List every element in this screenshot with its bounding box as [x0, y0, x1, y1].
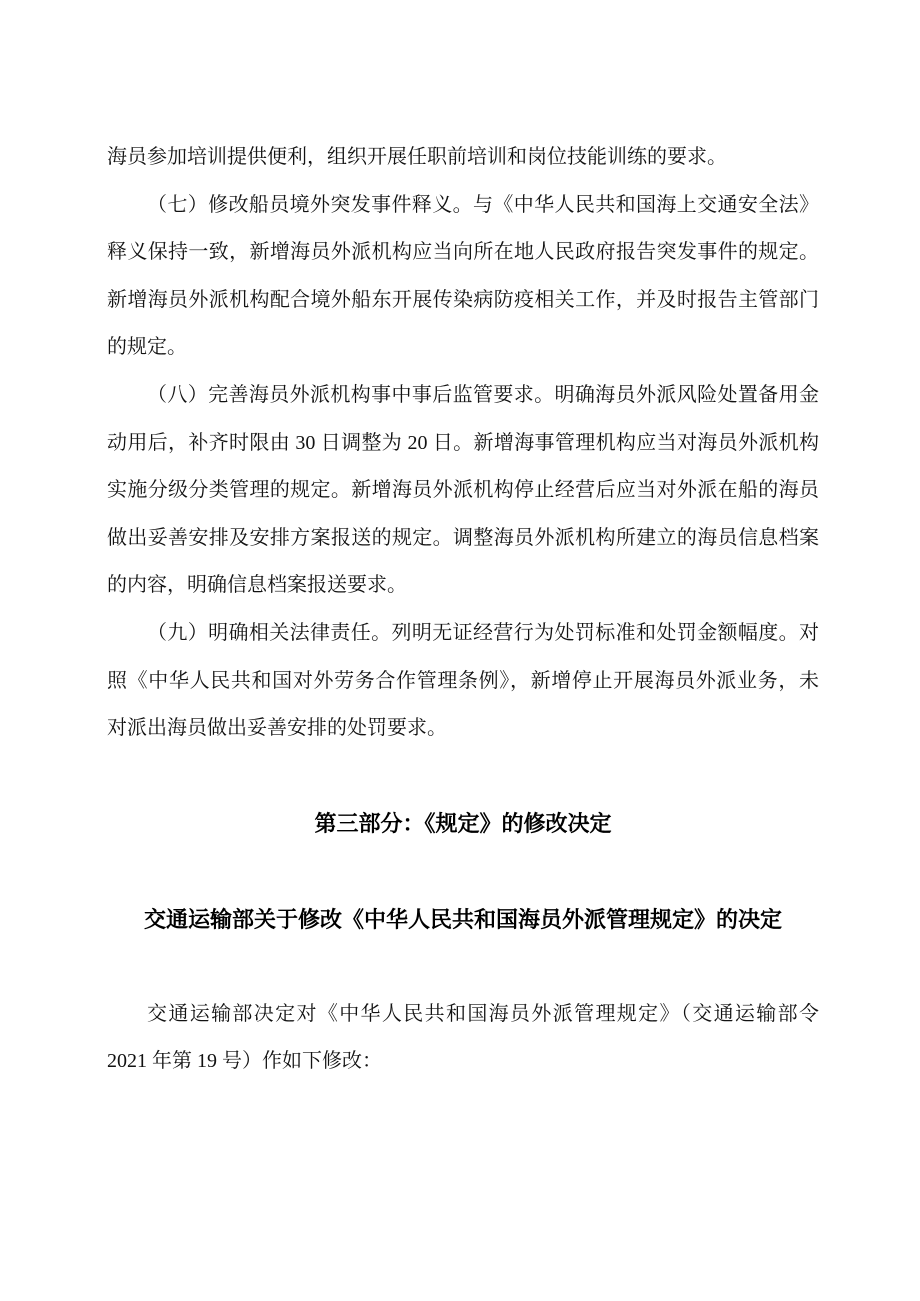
- body-text-line: 对派出海员做出妥善安排的处罚要求。: [107, 717, 447, 740]
- body-text-line: 2021 年第 19 号）作如下修改：: [107, 1050, 382, 1073]
- body-text-line: 动用后，补齐时限由 30 日调整为 20 日。新增海事管理机构应当对海员外派机构: [107, 431, 819, 454]
- body-text-line: 海员参加培训提供便利，组织开展任职前培训和岗位技能训练的要求。: [107, 146, 727, 168]
- body-text-line: 的规定。: [107, 336, 187, 359]
- page-content: [107, 134, 819, 1086]
- body-text-line: （八）完善海员外派机构事中事后监管要求。明确海员外派风险处置备用金: [147, 383, 819, 406]
- body-text-line: 交通运输部决定对《中华人民共和国海员外派管理规定》（交通运输部令: [147, 1002, 819, 1025]
- body-text-line: 的内容，明确信息档案报送要求。: [107, 574, 407, 597]
- blank-line: [107, 753, 819, 801]
- body-text-line: 做出妥善安排及安排方案报送的规定。调整海员外派机构所建立的海员信息档案: [107, 526, 819, 549]
- blank-line: [107, 848, 819, 896]
- section-heading: 第三部分：《规定》的修改决定: [314, 811, 612, 837]
- body-text-line: 新增海员外派机构配合境外船东开展传染病防疫相关工作，并及时报告主管部门: [107, 288, 819, 311]
- blank-line: [107, 943, 819, 991]
- body-text-line: 照《中华人民共和国对外劳务合作管理条例》，新增停止开展海员外派业务，未: [107, 669, 819, 692]
- body-text-line: （七）修改船员境外突发事件释义。与《中华人民共和国海上交通安全法》: [147, 193, 819, 216]
- section-heading: 交通运输部关于修改《中华人民共和国海员外派管理规定》的决定: [143, 906, 782, 932]
- body-text-line: 实施分级分类管理的规定。新增海员外派机构停止经营后应当对外派在船的海员: [107, 479, 819, 502]
- body-text-line: （九）明确相关法律责任。列明无证经营行为处罚标准和处罚金额幅度。对: [147, 621, 819, 644]
- body-text-line: 释义保持一致，新增海员外派机构应当向所在地人民政府报告突发事件的规定。: [107, 241, 819, 264]
